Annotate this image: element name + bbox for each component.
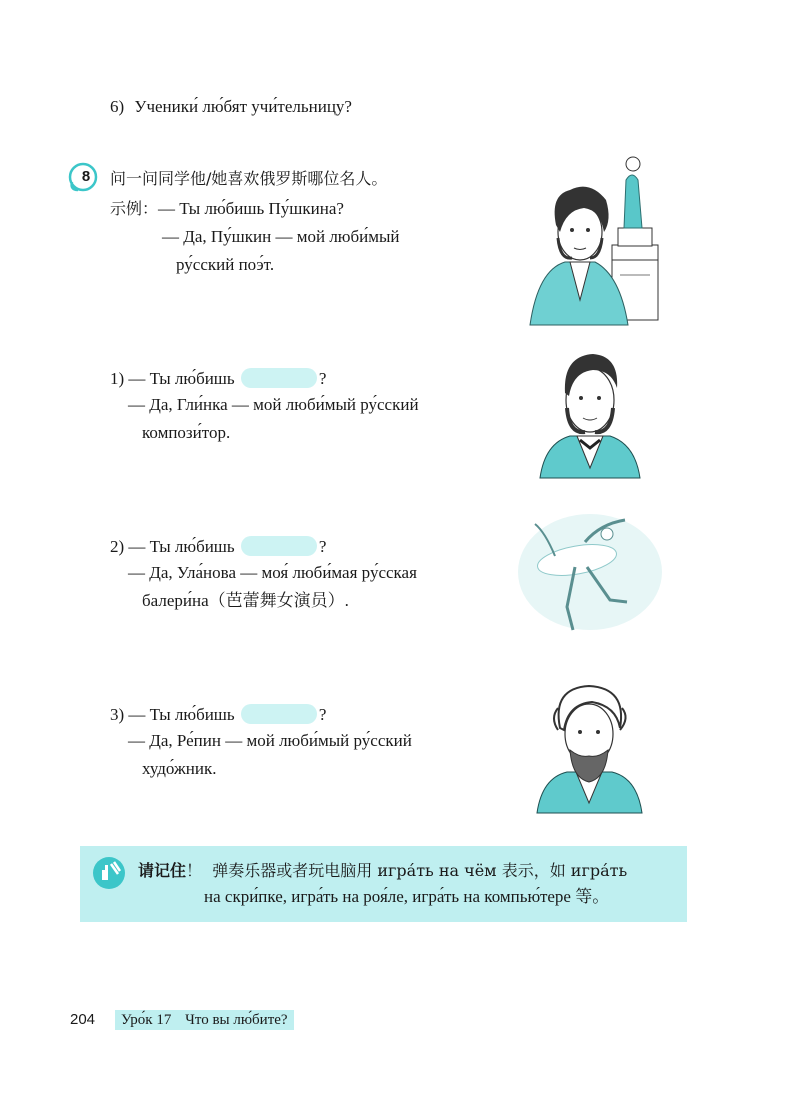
exercise-number: 8 — [81, 168, 91, 185]
item-3-number: 3) — [110, 705, 125, 724]
lesson-title: Что вы лю́бите? — [185, 1012, 288, 1028]
remember-note-box — [80, 846, 687, 922]
prev-item — [110, 96, 352, 118]
item-3-answer-1: — Да, Ре́пин — мой люби́мый ру́сский — [128, 731, 412, 750]
item-1-number: 1) — [110, 369, 125, 388]
pushkin-portrait-illustration — [520, 150, 665, 325]
item-1-answer-blank[interactable] — [241, 368, 317, 388]
item-2-answer-2: балери́на（芭蕾舞女演员）. — [142, 591, 349, 610]
glinka-portrait-illustration — [535, 348, 645, 478]
remember-title: 请记住 — [138, 861, 187, 880]
item-3-answer-blank[interactable] — [241, 704, 317, 724]
remember-line-1 — [138, 860, 627, 882]
item-2-number: 2) — [110, 537, 125, 556]
example-question: — Ты лю́бишь Пу́шкина? — [158, 199, 344, 218]
lesson-chip — [115, 1010, 294, 1030]
item-2-question-mark: ? — [318, 537, 327, 556]
item-1-question — [110, 368, 326, 390]
item-2-question — [110, 536, 326, 558]
item-1-question-text: — Ты лю́бишь — [128, 369, 235, 388]
example-answer-2: ру́сский поэ́т. — [176, 255, 275, 274]
item-2-answer-1: — Да, Ула́нова — моя́ люби́мая ру́сская — [128, 563, 417, 582]
remember-line-2: на скри́пке, игра́ть на роя́ле, игра́ть на компью́тере 等。 — [204, 887, 610, 906]
remember-text-1: 弹奏乐器或者玩电脑用 игра́ть на чём 表示，如 игра́ть — [212, 861, 628, 880]
item-1-answer-2: компози́тор. — [142, 423, 231, 442]
repin-portrait-illustration — [532, 678, 647, 813]
item-3-answer-2: худо́жник. — [142, 759, 217, 778]
lesson-number: Уро́к 17 — [121, 1012, 172, 1028]
item-1-answer-1: — Да, Гли́нка — мой люби́мый ру́сский — [128, 395, 419, 414]
item-2-answer-blank[interactable] — [241, 536, 317, 556]
example-label: 示例： — [110, 199, 159, 218]
hand-writing-icon — [92, 856, 126, 890]
ulanova-ballerina-illustration — [515, 512, 665, 632]
prev-item-text: Ученики́ лю́бят учи́тельницу? — [134, 97, 352, 116]
example-answer-1: — Да, Пу́шкин — мой люби́мый — [162, 227, 400, 246]
item-1-question-mark: ? — [318, 369, 327, 388]
page-number: 204 — [70, 1011, 96, 1028]
item-2-question-text: — Ты лю́бишь — [128, 537, 235, 556]
exercise-instruction: 问一问同学他/她喜欢俄罗斯哪位名人。 — [110, 169, 388, 188]
prev-item-number: 6) — [110, 97, 125, 116]
remember-exclamation: ！ — [186, 861, 203, 880]
example-question-line — [110, 198, 344, 220]
item-3-question-mark: ? — [318, 705, 327, 724]
item-3-question — [110, 704, 326, 726]
item-3-question-text: — Ты лю́бишь — [128, 705, 235, 724]
